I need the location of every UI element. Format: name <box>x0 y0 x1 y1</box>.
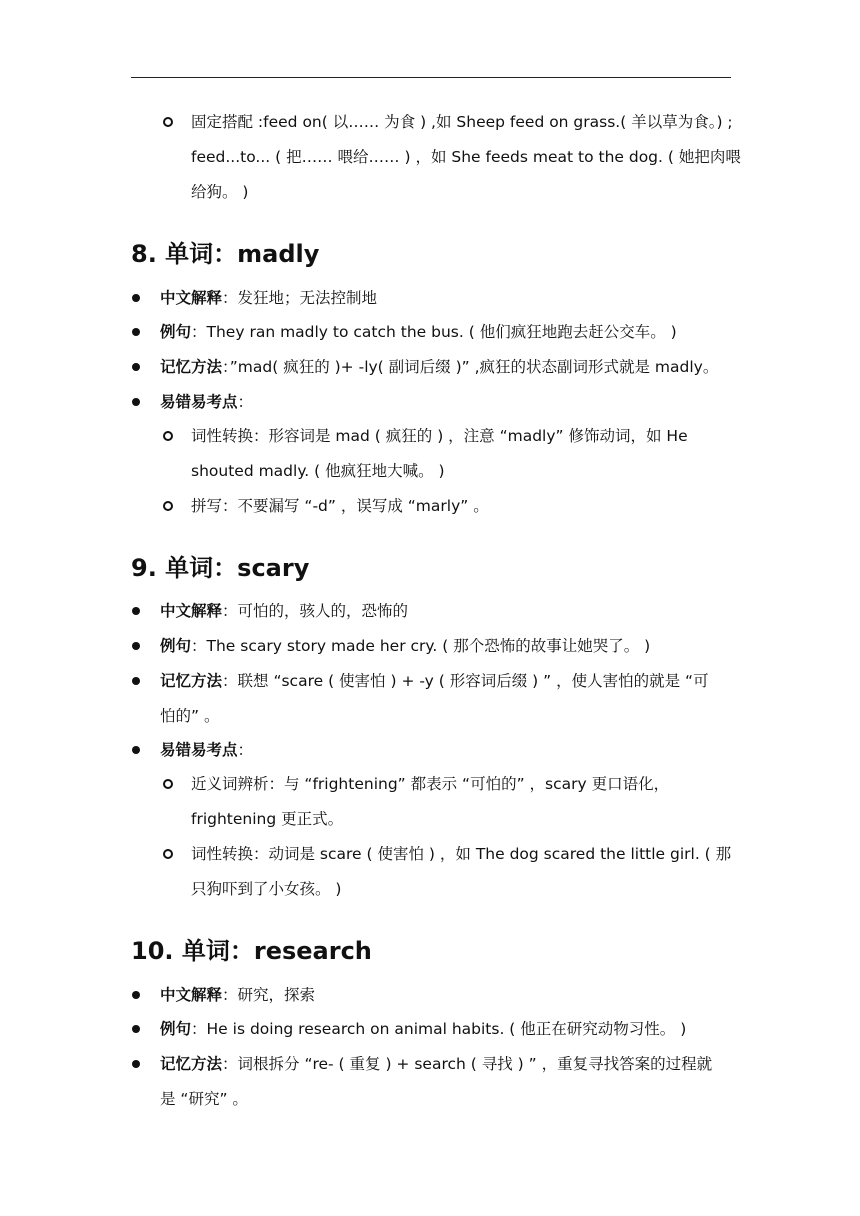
sub-bullet-icon <box>163 779 173 789</box>
definition-line <box>160 288 377 308</box>
memory-label: 记忆方法 <box>160 358 223 376</box>
collocation-line-1: 固定搭配 :feed on( 以…… 为食 ) ,如 Sheep feed on grass.( 羊以草为食。) ; <box>191 113 733 131</box>
example-text: ：The scary story made her cry. ( 那个恐怖的故事让她哭了。 ) <box>191 637 651 655</box>
memory-line-cont: 是 “研究” 。 <box>160 1090 248 1108</box>
example-line <box>160 636 650 656</box>
collocation-line-3: 给狗。 ) <box>191 183 249 201</box>
error-line <box>160 392 253 412</box>
sub-point-line: 词性转换：动词是 scare ( 使害怕 ) ，如 The dog scared the little girl. ( 那 <box>191 845 732 863</box>
definition-label: 中文解释 <box>160 602 223 620</box>
error-label: 易错易考点 <box>160 393 238 411</box>
bullet-icon <box>132 677 140 685</box>
bullet-icon <box>132 1025 140 1033</box>
bullet-icon <box>132 1060 140 1068</box>
example-label: 例句 <box>160 637 192 655</box>
memory-label: 记忆方法 <box>160 1055 223 1073</box>
example-text: ：They ran madly to catch the bus. ( 他们疯狂地跑去赶公交车。 ) <box>191 323 677 341</box>
sub-bullet-icon <box>163 117 173 127</box>
bullet-icon <box>132 642 140 650</box>
error-line <box>160 740 253 760</box>
section-heading-9: 9. 单词：scary <box>131 554 310 582</box>
memory-line <box>160 671 709 691</box>
sub-point-line: 近义词辨析：与 “frightening” 都表示 “可怕的” ，scary 更口语化， <box>191 775 670 793</box>
bullet-icon <box>132 746 140 754</box>
sub-bullet-icon <box>163 431 173 441</box>
sub-point-line: 只狗吓到了小女孩。 ) <box>191 880 342 898</box>
memory-text: ：联想 “scare ( 使害怕 ) + -y ( 形容词后缀 ) ” ，使人害怕的就是 “可 <box>222 672 709 690</box>
memory-line <box>160 357 718 377</box>
bullet-icon <box>132 991 140 999</box>
example-line <box>160 322 677 342</box>
sub-point-line: frightening 更正式。 <box>191 810 344 828</box>
definition-line <box>160 601 408 621</box>
memory-line <box>160 1054 712 1074</box>
bullet-icon <box>132 328 140 336</box>
definition-text: ：可怕的，骇人的，恐怖的 <box>222 602 409 620</box>
sub-bullet-icon <box>163 849 173 859</box>
definition-label: 中文解释 <box>160 289 223 307</box>
example-label: 例句 <box>160 323 192 341</box>
sub-point-line: 词性转换：形容词是 mad ( 疯狂的 ) ，注意 “madly” 修饰动词，如 He <box>191 427 688 445</box>
memory-label: 记忆方法 <box>160 672 223 690</box>
bullet-icon <box>132 294 140 302</box>
collocation-line-2: feed...to... ( 把…… 喂给…… ) ，如 She feeds meat to the dog. ( 她把肉喂 <box>191 148 741 166</box>
error-text: ： <box>237 741 254 759</box>
sub-point-line: shouted madly. ( 他疯狂地大喊。 ) <box>191 462 445 480</box>
bullet-icon <box>132 398 140 406</box>
error-text: ： <box>237 393 254 411</box>
bullet-icon <box>132 607 140 615</box>
definition-line <box>160 985 315 1005</box>
memory-text: ：”mad( 疯狂的 )+ -ly( 副词后缀 )” ,疯狂的状态副词形式就是 madly。 <box>222 358 719 376</box>
definition-text: ：发狂地；无法控制地 <box>222 289 378 307</box>
sub-point-line: 拼写：不要漏写 “-d” ，误写成 “marly” 。 <box>191 497 489 515</box>
example-label: 例句 <box>160 1020 192 1038</box>
sub-bullet-icon <box>163 501 173 511</box>
section-heading-10: 10. 单词：research <box>131 937 372 965</box>
header-rule <box>131 77 731 78</box>
definition-text: ：研究，探索 <box>222 986 316 1004</box>
bullet-icon <box>132 363 140 371</box>
section-heading-8: 8. 单词：madly <box>131 240 320 268</box>
example-line <box>160 1019 686 1039</box>
example-text: ：He is doing research on animal habits. ( 他正在研究动物习性。 ) <box>191 1020 687 1038</box>
memory-text: ：词根拆分 “re- ( 重复 ) + search ( 寻找 ) ” ，重复寻找答案的过程就 <box>222 1055 713 1073</box>
error-label: 易错易考点 <box>160 741 238 759</box>
memory-line-cont: 怕的” 。 <box>160 707 220 725</box>
definition-label: 中文解释 <box>160 986 223 1004</box>
